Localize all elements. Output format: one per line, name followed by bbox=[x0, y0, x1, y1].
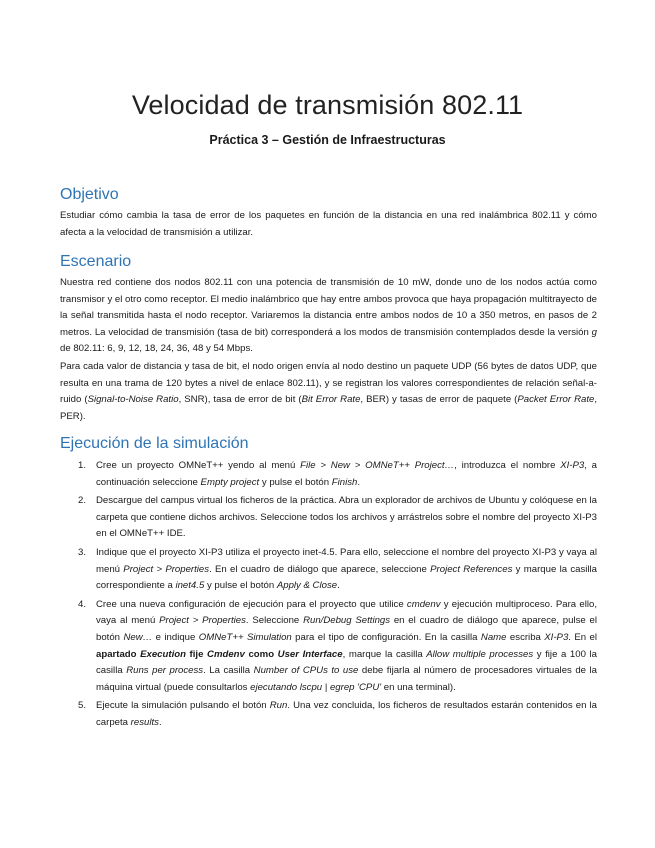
list-item: 4. Cree una nueva configuración de ejecución para el proyecto que utilice cmdenv y ejecución multiproceso. Para ello, vaya al menú Project > Properties. Seleccione Run/Debug Settings en el cuadro de diálogo que aparece, pulse el botón New… e indique OMNeT++ Simulation para el tipo de configuración. En la casilla Name escriba XI-P3. En el apartado Execution fije Cmdenv como User Interface, marque la casilla Allow multiple processes y fije a 100 la casilla Runs per process. La casilla Number of CPUs to use debe fijarla al número de procesadores virtuales de la máquina virtual (puede consultarlos ejecutando lscpu | egrep 'CPU' en una terminal). bbox=[78, 598, 598, 693]
list-item: 2. Descargue del campus virtual los ficheros de la práctica. Abra un explorador de archivos de Ubuntu y colóquese en la carpeta que contiene dichos archivos. Seleccione todos los archivos y arrástrelos sobre el nombre del proyecto XI-P3 en el OMNeT++ IDE. bbox=[78, 495, 597, 540]
escenario-paragraph-1: Nuestra red contiene dos nodos 802.11 con una potencia de transmisión de 10 mW, donde uno de los nodos actúa como transmisor y el otro como receptor. El medio inalámbrico que hay entre ambos provoca que haya propagación multitrayecto de la señal transmitida hasta el nodo receptor. Variaremos la distancia entre ambos nodos de 10 a 350 metros, en pasos de 2 metros. La velocidad de transmisión (tasa de bit) corresponderá a los modos de transmisión contemplados desde la versión g de 802.11: 6, 9, 12, 18, 24, 36, 48 y 54 Mbps. bbox=[60, 277, 597, 355]
steps-list bbox=[60, 458, 597, 734]
document-subtitle: Práctica 3 – Gestión de Infraestructuras bbox=[209, 133, 446, 147]
document-title: Velocidad de transmisión 802.11 bbox=[131, 90, 524, 120]
list-item: 3. Indique que el proyecto XI-P3 utiliza el proyecto inet-4.5. Para ello, seleccione el nombre del proyecto XI-P3 y vaya al menú Project > Properties. En el cuadro de diálogo que aparece, seleccione Project References y marque la casilla correspondiente a inet4.5 y pulse el botón Apply & Close. bbox=[78, 546, 597, 592]
heading-ejecucion: Ejecución de la simulación bbox=[60, 435, 249, 452]
list-item: 1. Cree un proyecto OMNeT++ yendo al menú File > New > OMNeT++ Project…, introduzca el nombre XI-P3, a continuación seleccione Empty project y pulse el botón Finish. bbox=[78, 460, 598, 488]
objetivo-paragraph: Estudiar cómo cambia la tasa de error de los paquetes en función de la distancia en una red inalámbrica 802.11 y cómo afecta a la velocidad de transmisión a utilizar. bbox=[60, 210, 597, 238]
escenario-paragraph-2: Para cada valor de distancia y tasa de bit, el nodo origen envía al nodo destino un paquete UDP (56 bytes de datos UDP, que resulta en una trama de 120 bytes a nivel de enlace 802.11), y se registran los valores correspondientes de relación señal-a-ruido (Signal-to-Noise Ratio, SNR), tasa de error de bit (Bit Error Rate, BER) y tasas de error de paquete (Packet Error Rate, PER). bbox=[60, 361, 598, 422]
heading-objetivo: Objetivo bbox=[60, 186, 119, 203]
list-item: 5. Ejecute la simulación pulsando el botón Run. Una vez concluida, los ficheros de resultados estarán contenidos en la carpeta results. bbox=[78, 700, 597, 728]
heading-escenario: Escenario bbox=[60, 253, 132, 270]
